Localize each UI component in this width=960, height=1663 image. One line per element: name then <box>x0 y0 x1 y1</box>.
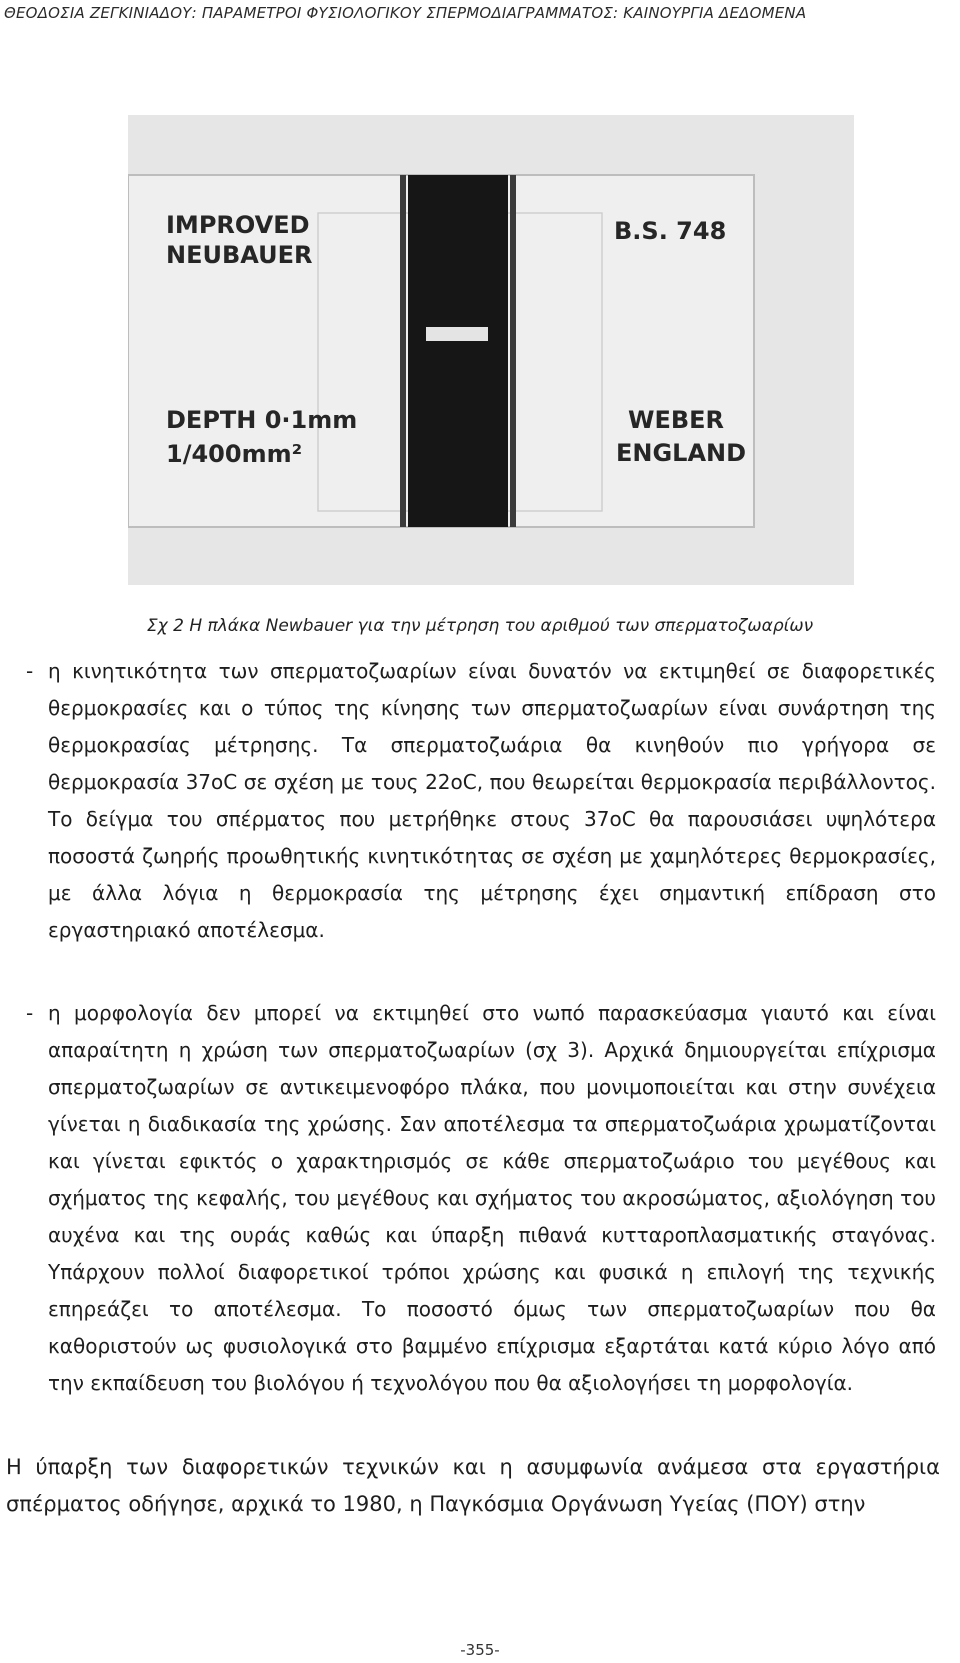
list-item-text: η κινητικότητα των σπερματοζωαρίων είναι δυνατόν να εκτιμηθεί σε διαφορετικές θερμοκρασίες και ο τύπος της κίνησης των σπερματοζωαρίων είναι συνάρτηση της θερμοκρασίας μέτρησης. Τα σπερματοζωάρια θα κινηθούν πιο γρήγορα σε θερμοκρασία 37oC σε σχέση με τους 22oC, που θεωρείται θερμοκρασία περιβάλλοντος. Το δείγμα του σπέρματος που μετρήθηκε στους 37oC θα παρουσιάσει υψηλότερα ποσοστά ζωηρής προωθητικής κινητικότητας σε σχέση με χαμηλότερες θερμοκρασίες, με άλλα λόγια η θερμοκρασία της μέτρησης έχει σημαντική επίδραση στο εργαστηριακό αποτέλεσμα. <box>48 659 936 942</box>
list-item-text: η μορφολογία δεν μπορεί να εκτιμηθεί στο νωπό παρασκεύασμα γιαυτό και είναι απαραίτητη η χρώση των σπερματοζωαρίων (σχ 3). Αρχικά δημιουργείται επίχρισμα σπερματοζωαρίων σε αντικειμενοφόρο πλάκα, που μονιμοποιείται και στην συνέχεια γίνεται η διαδικασία της χρώσης. Σαν αποτέλεσμα τα σπερματοζωάρια χρωματίζονται και γίνεται εφικτός ο χαρακτηρισμός σε κάθε σπερματοζωάριο του μεγέθους και σχήματος της κεφαλής, του μεγέθους και σχήματος του ακροσώματος, αξιολόγηση του αυχένα και της ουράς καθώς και ύπαρξη πιθανά κυτταροπλασματικής σταγόνας. Υπάρχουν πολλοί διαφορετικοί τρόποι χρώσης και φυσικά η επιλογή της τεχνικής επηρεάζει το αποτέλεσμα. Το ποσοστό όμως των σπερματοζωαρίων που θα καθοριστούν ως φυσιολογικά στο βαμμένο επίχρισμα εξαρτάται κατά κύριο λόγο από την εκπαίδευση του βιολόγου ή τεχνολόγου που θα αξιολογήσει τη μορφολογία. <box>48 1001 936 1395</box>
chamber-edge-right <box>510 175 516 527</box>
page-number: -355- <box>460 1641 500 1659</box>
list-item-morphology <box>26 995 936 1402</box>
neubauer-plate-illustration <box>128 115 854 585</box>
plate-label-left-bottom-1: DEPTH 0·1mm <box>166 406 358 434</box>
list-dash: - <box>26 1001 34 1025</box>
plate-label-right-top: B.S. 748 <box>614 217 727 245</box>
plate-label-left-top-2: NEUBAUER <box>166 241 313 269</box>
list-dash: - <box>26 659 34 683</box>
counting-grid-window <box>426 327 488 341</box>
plate-label-right-bottom-1: WEBER <box>628 406 725 434</box>
body-paragraph: Η ύπαρξη των διαφορετικών τεχνικών και η ασυμφωνία ανάμεσα στα εργαστήρια σπέρματος οδήγησε, αρχικά το 1980, η Παγκόσμια Οργάνωση Υγείας (ΠΟΥ) στην <box>6 1455 940 1516</box>
chamber-edge-left <box>400 175 406 527</box>
figure-caption: Σχ 2 Η πλάκα Newbauer για την μέτρηση του αριθμού των σπερματοζωαρίων <box>146 616 814 636</box>
running-header: ΘΕΟΔΟΣΙΑ ΖΕΓΚΙΝΙΑΔΟΥ: ΠΑΡΑΜΕΤΡΟΙ ΦΥΣΙΟΛΟΓΙΚΟΥ ΣΠΕΡΜΟΔΙΑΓΡΑΜΜΑΤΟΣ: ΚΑΙΝΟΥΡΓΙΑ ΔΕΔΟΜΕΝΑ <box>4 4 807 22</box>
plate-label-left-bottom-2: 1/400mm² <box>166 440 303 468</box>
counting-chamber-band <box>408 175 508 527</box>
plate-label-right-bottom-2: ENGLAND <box>616 439 747 467</box>
list-item-motility <box>26 653 936 949</box>
neubauer-plate-photo <box>128 115 854 585</box>
plate-label-left-top-1: IMPROVED <box>166 211 310 239</box>
